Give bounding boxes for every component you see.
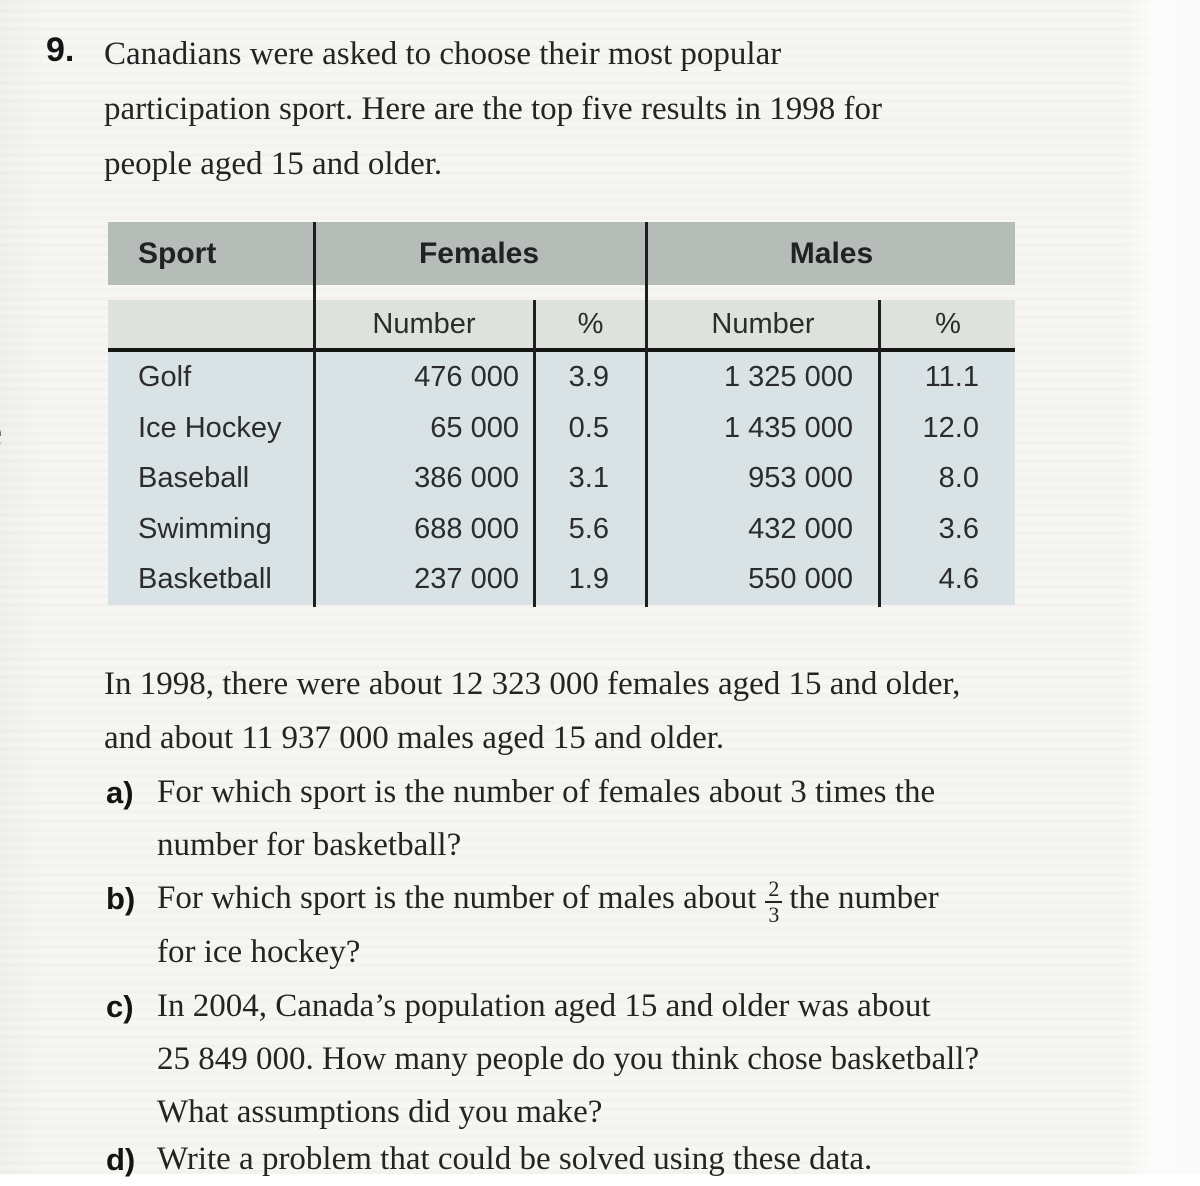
header-sport: Sport (138, 237, 217, 270)
part-a-text (157, 766, 1157, 872)
table-vertical-line-sport-females (313, 222, 316, 607)
part-d-label: d) (106, 1142, 136, 1177)
cell-males-number: 1 435 000 (723, 411, 853, 444)
part-b-line-1-pre: For which sport is the number of males about (157, 880, 757, 916)
paragraph-line-1: In 1998, there were about 12 323 000 females aged 15 and older, (104, 666, 961, 702)
cell-males-number: 432 000 (748, 512, 853, 545)
part-c-line-3: What assumptions did you make? (157, 1094, 603, 1130)
part-c-line-2: 25 849 000. How many people do you think chose basketball? (157, 1041, 980, 1077)
part-b-line-2: for ice hockey? (157, 934, 361, 971)
cell-females-percent: 0.5 (568, 411, 609, 444)
cell-males-percent: 12.0 (922, 411, 979, 444)
cell-females-number: 476 000 (414, 361, 519, 393)
cell-females-number: 688 000 (414, 512, 519, 545)
cell-sport: Swimming (138, 512, 272, 545)
cell-sport: Golf (138, 361, 192, 393)
cell-females-number: 386 000 (414, 462, 519, 495)
part-b-label: b) (106, 881, 136, 916)
part-b-text (157, 872, 1157, 979)
cell-males-percent: 8.0 (938, 462, 979, 495)
header-females: Females (418, 237, 540, 270)
cell-males-number: 550 000 (748, 563, 853, 596)
table-vertical-line-females-males (645, 222, 648, 607)
subheader-males-percent: % (935, 308, 961, 340)
cell-sport: Ice Hockey (138, 411, 282, 444)
cell-females-percent: 3.1 (568, 462, 609, 495)
part-d-line-1: Write a problem that could be solved using these data. (157, 1141, 873, 1177)
part-a-label: a) (106, 775, 134, 810)
part-b-line-1 (157, 872, 1157, 926)
paragraph-line-2: and about 11 937 000 males aged 15 and older. (104, 720, 725, 756)
part-c-label: c) (106, 989, 134, 1024)
table-vertical-line-females-number-percent (533, 300, 536, 607)
cell-males-percent: 4.6 (938, 563, 979, 596)
page-edge-artifact (0, 408, 2, 455)
subheader-females-number: Number (372, 308, 476, 340)
cell-sport: Basketball (138, 563, 272, 596)
part-d-text (157, 1133, 1157, 1186)
cell-males-percent: 11.1 (924, 361, 979, 393)
part-c-text (157, 980, 1157, 1139)
part-b-line-1-post: the number (789, 880, 939, 916)
cell-females-number: 65 000 (430, 411, 519, 444)
population-paragraph (104, 657, 960, 765)
intro-line-1: Canadians were asked to choose their most popular (104, 36, 782, 72)
fraction-denominator: 3 (765, 901, 782, 926)
table-vertical-line-males-number-percent (878, 300, 881, 607)
question-intro (104, 27, 882, 192)
part-a-line-1: For which sport is the number of females about 3 times the (157, 774, 936, 810)
sports-participation-table (108, 222, 1015, 607)
cell-sport: Baseball (138, 462, 250, 495)
cell-males-number: 1 325 000 (723, 361, 853, 393)
subheader-males-number: Number (711, 308, 815, 340)
cell-males-percent: 3.6 (938, 512, 979, 545)
part-a-line-2: number for basketball? (157, 827, 462, 863)
intro-line-3: people aged 15 and older. (104, 146, 443, 182)
cell-females-number: 237 000 (414, 563, 519, 596)
cell-females-percent: 3.9 (568, 361, 609, 393)
fraction-numerator: 2 (768, 875, 780, 901)
intro-line-2: participation sport. Here are the top five results in 1998 for (104, 91, 883, 127)
question-number: 9. (46, 31, 75, 69)
table-header-row (108, 222, 1015, 285)
fraction-two-thirds (765, 877, 782, 926)
header-males: Males (789, 237, 874, 270)
cell-males-number: 953 000 (748, 462, 853, 495)
part-c-line-1: In 2004, Canada’s population aged 15 and older was about (157, 988, 931, 1024)
cell-females-percent: 1.9 (568, 563, 609, 596)
subheader-females-percent: % (577, 308, 604, 340)
cell-females-percent: 5.6 (568, 512, 609, 545)
